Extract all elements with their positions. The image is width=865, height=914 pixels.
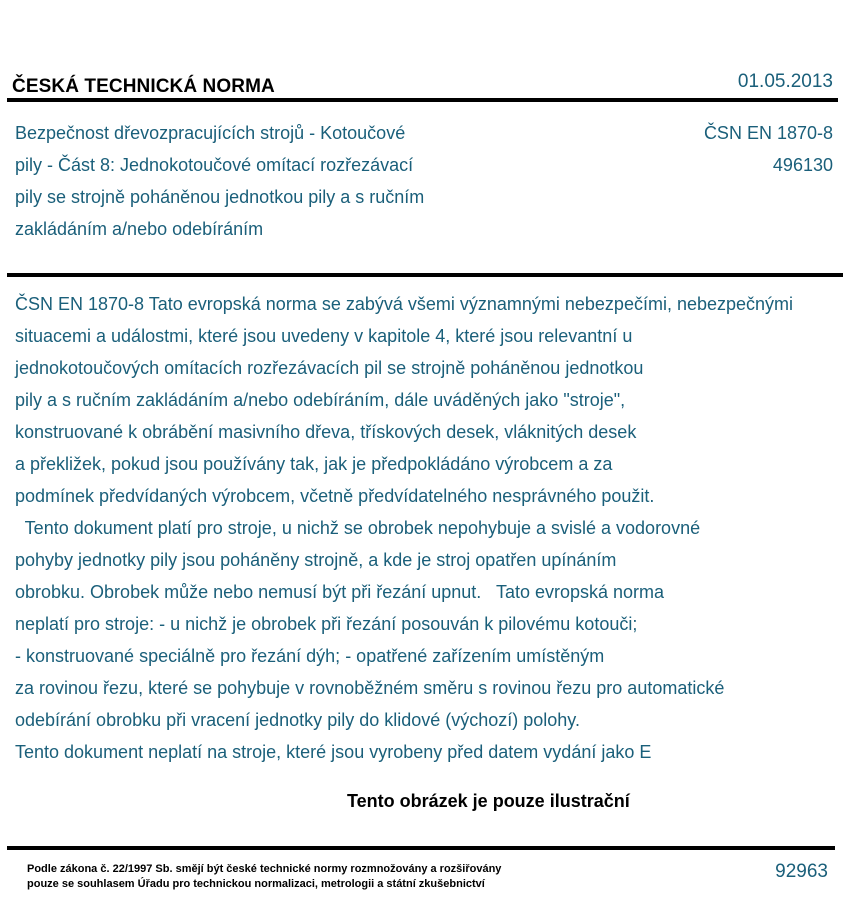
abstract-line: podmínek předvídaných výrobcem, včetně předvídatelného nesprávného použit. <box>15 486 655 506</box>
abstract-line: pily a s ručním zakládáním a/nebo odebíráním, dále uváděných jako "stroje", <box>15 390 626 410</box>
header-divider <box>7 98 838 102</box>
abstract-line: situacemi a událostmi, které jsou uvedeny v kapitole 4, které jsou relevantní u <box>15 326 633 346</box>
abstract-line: - konstruované speciálně pro řezání dýh; - opatřené zařízením umístěným <box>15 646 605 666</box>
footer-divider <box>7 846 835 850</box>
standard-title <box>15 117 535 245</box>
abstract-line: konstruované k obrábění masivního dřeva, třískových desek, vláknitých desek <box>15 422 637 442</box>
abstract-line: pohyby jednotky pily jsou poháněny strojně, a kde je stroj opatřen upínáním <box>15 550 617 570</box>
classification-number: 496130 <box>772 155 833 175</box>
abstract-line: Tento dokument platí pro stroje, u nichž se obrobek nepohybuje a svislé a vodorovné <box>15 518 701 538</box>
standard-title-line: pily - Část 8: Jednokotoučové omítací rozřezávací <box>15 155 414 175</box>
standard-title-line: pily se strojně poháněnou jednotkou pily a s ručním <box>15 187 425 207</box>
standard-title-line: Bezpečnost dřevozpracujících strojů - Kotoučové <box>15 123 406 143</box>
abstract-line: Tento dokument neplatí na stroje, které jsou vyrobeny před datem vydání jako E <box>15 742 652 762</box>
abstract-line: ČSN EN 1870-8 Tato evropská norma se zabývá všemi významnými nebezpečími, nebezpečnými <box>15 294 794 314</box>
standard-abstract <box>15 288 865 768</box>
legal-notice-line: Podle zákona č. 22/1997 Sb. smějí být české technické normy rozmnožovány a rozšiřovány <box>27 863 502 875</box>
section-divider <box>7 273 843 277</box>
legal-notice-line: pouze se souhlasem Úřadu pro technickou normalizaci, metrologii a státní zkušebnictví <box>27 878 485 890</box>
abstract-line: neplatí pro stroje: - u nichž je obrobek při řezání posouván k pilovému kotouči; <box>15 614 638 634</box>
abstract-line: za rovinou řezu, které se pohybuje v rovnoběžném směru s rovinou řezu pro automatické <box>15 678 725 698</box>
standard-title-line: zakládáním a/nebo odebíráním <box>15 219 264 239</box>
footer-code: 92963 <box>775 861 828 882</box>
abstract-line: a překližek, pokud jsou používány tak, jak je předpokládáno výrobcem a za <box>15 454 613 474</box>
legal-notice <box>27 862 501 892</box>
standard-identifiers <box>704 117 833 181</box>
abstract-line: odebírání obrobku při vracení jednotky pily do klidové (výchozí) polohy. <box>15 710 580 730</box>
document-header-title: ČESKÁ TECHNICKÁ NORMA <box>12 76 275 97</box>
standard-code: ČSN EN 1870-8 <box>703 123 833 143</box>
publication-date: 01.05.2013 <box>737 71 833 92</box>
abstract-line: jednokotoučových omítacích rozřezávacích pil se strojně poháněnou jednotkou <box>15 358 644 378</box>
illustration-note: Tento obrázek je pouze ilustrační <box>347 791 630 811</box>
abstract-line: obrobku. Obrobek může nebo nemusí být při řezání upnut. Tato evropská norma <box>15 582 665 602</box>
